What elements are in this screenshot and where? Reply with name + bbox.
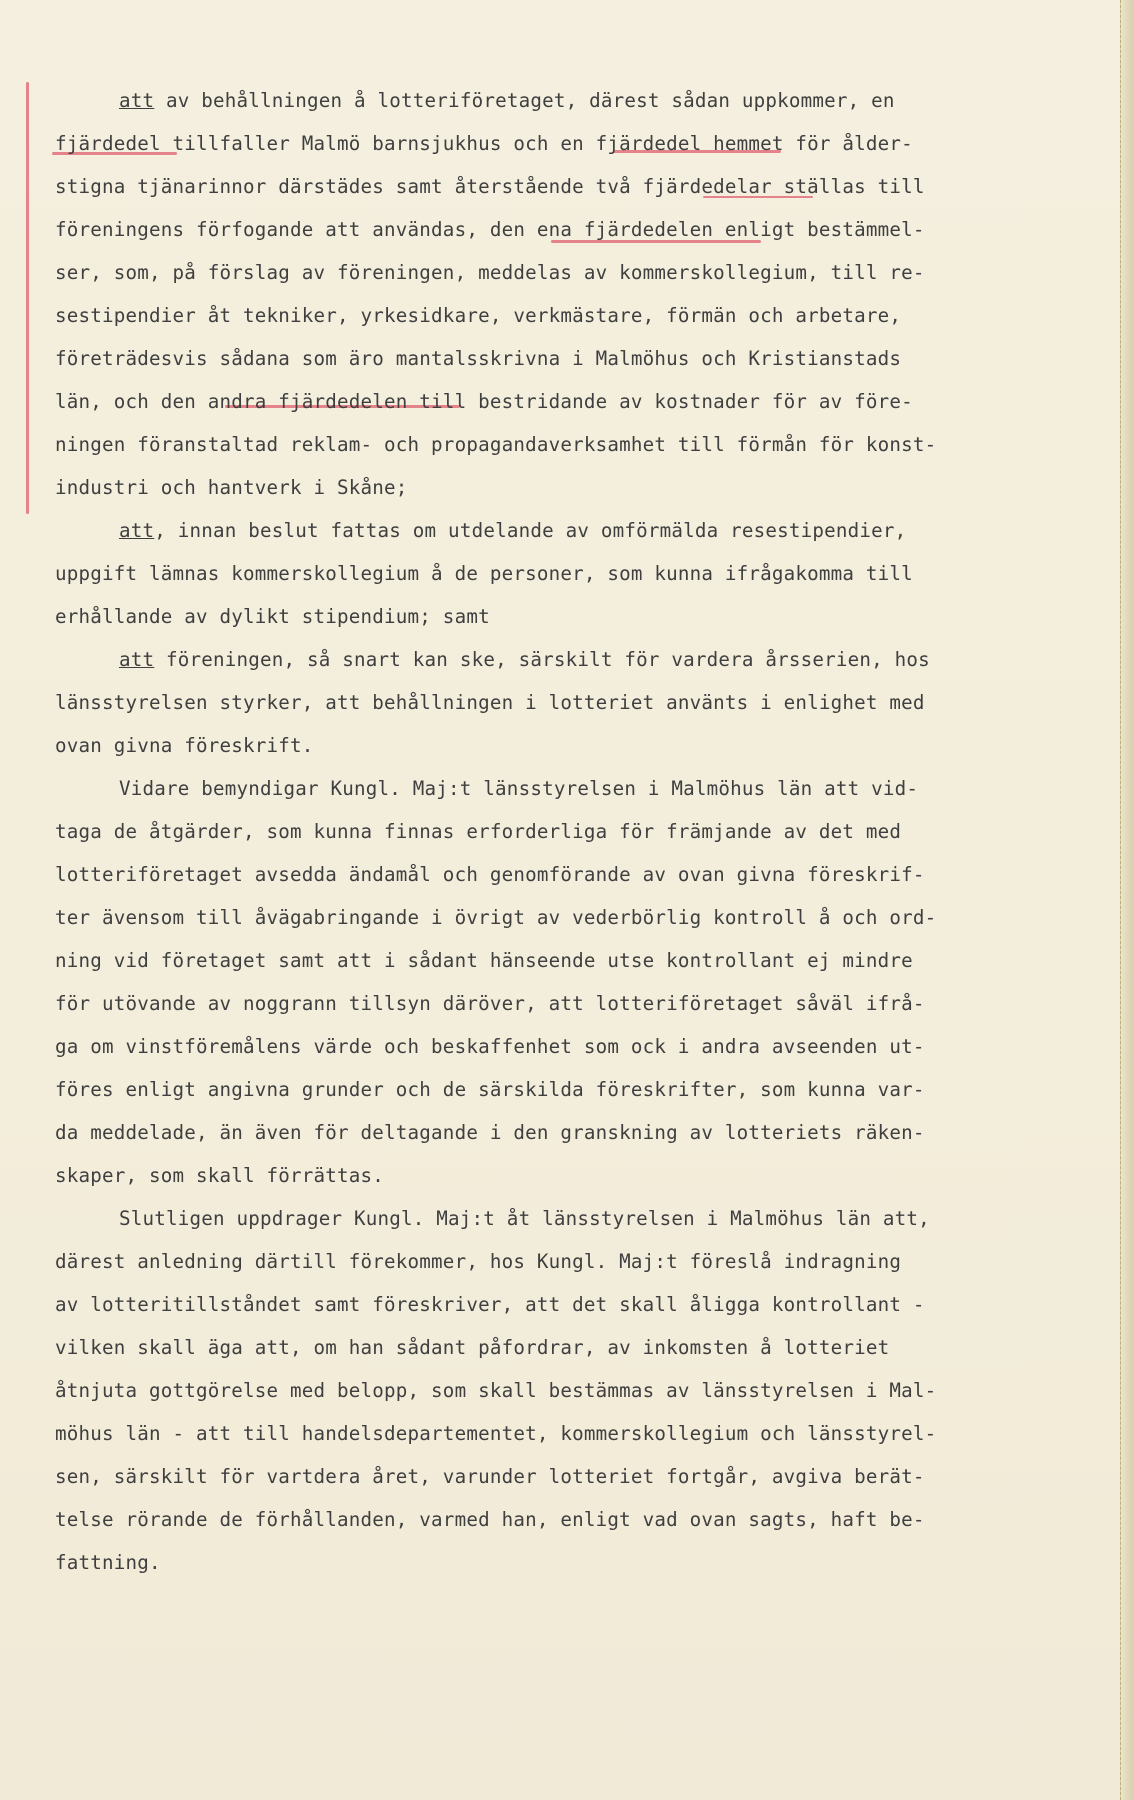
line-text: län, och den andra fjärdedelen till bestridande av kostnader för av före- <box>55 390 913 413</box>
line-text: Vidare bemyndigar Kungl. Maj:t länsstyrelsen i Malmöhus län att vid- <box>119 777 919 800</box>
line-text: ningen föranstaltad reklam- och propagandaverksamhet till förmån för konst- <box>55 433 937 456</box>
line-text: möhus län - att till handelsdepartementet, kommerskollegium och länsstyrel- <box>55 1422 937 1445</box>
text-line <box>55 1498 1030 1541</box>
line-text: fjärdedel tillfaller Malmö barnsjukhus och en fjärdedel hemmet för ålder- <box>55 132 913 155</box>
text-line <box>55 767 1030 810</box>
text-line <box>55 982 1030 1025</box>
line-text: föreningen, så snart kan ske, särskilt för vardera årsserien, hos <box>154 648 930 671</box>
text-line <box>55 1068 1030 1111</box>
line-text: uppgift lämnas kommerskollegium å de personer, som kunna ifrågakomma till <box>55 562 913 585</box>
line-text: industri och hantverk i Skåne; <box>55 476 408 499</box>
text-line <box>55 1369 1030 1412</box>
line-text: därest anledning därtill förekommer, hos Kungl. Maj:t föreslå indragning <box>55 1250 902 1273</box>
line-text: länsstyrelsen styrker, att behållningen i lotteriet använts i enlighet med <box>55 691 925 714</box>
line-text: da meddelade, än även för deltagande i den granskning av lotteriets räken- <box>55 1121 925 1144</box>
text-line <box>55 1541 1030 1584</box>
text-line <box>55 939 1030 982</box>
text-line <box>55 1154 1030 1197</box>
line-text: för utövande av noggrann tillsyn däröver, att lotteriföretaget såväl ifrå- <box>55 992 925 1015</box>
text-line <box>55 466 1030 509</box>
line-text: av behållningen å lotteriföretaget, därest sådan uppkommer, en <box>154 89 895 112</box>
text-line <box>55 1197 1030 1240</box>
margin-annotation-line <box>26 82 29 514</box>
line-text: lotteriföretaget avsedda ändamål och genomförande av ovan givna föreskrif- <box>55 863 925 886</box>
text-line <box>55 208 1030 251</box>
line-text: ter ävensom till åvägabringande i övrigt av vederbörlig kontroll å och ord- <box>55 906 937 929</box>
document-body <box>55 79 1030 1584</box>
text-line <box>55 165 1030 208</box>
line-text: skaper, som skall förrättas. <box>55 1164 385 1187</box>
text-line <box>55 638 1030 681</box>
line-text: stigna tjänarinnor därstädes samt återstående två fjärdedelar ställas till <box>55 175 925 198</box>
text-line <box>55 810 1030 853</box>
text-line <box>55 724 1030 767</box>
text-line <box>55 552 1030 595</box>
line-text: fattning. <box>55 1551 161 1574</box>
text-line <box>55 1240 1030 1283</box>
line-text: föreningens förfogande att användas, den ena fjärdedelen enligt bestämmel- <box>55 218 925 241</box>
underlined-word: att <box>119 648 155 671</box>
line-text: företrädesvis sådana som äro mantalsskrivna i Malmöhus och Kristianstads <box>55 347 902 370</box>
text-line <box>55 896 1030 939</box>
line-text: vilken skall äga att, om han sådant påfordrar, av inkomsten å lotteriet <box>55 1336 890 1359</box>
text-line <box>55 251 1030 294</box>
line-text: , innan beslut fattas om utdelande av omförmälda resestipendier, <box>154 519 907 542</box>
text-line <box>55 1025 1030 1068</box>
underlined-word: att <box>119 89 155 112</box>
text-line <box>55 294 1030 337</box>
line-text: av lotteritillståndet samt föreskriver, att det skall åligga kontrollant - <box>55 1293 925 1316</box>
line-text: ga om vinstföremålens värde och beskaffenhet som ock i andra avseenden ut- <box>55 1035 925 1058</box>
text-line <box>55 1455 1030 1498</box>
line-text: ning vid företaget samt att i sådant hänseende utse kontrollant ej mindre <box>55 949 913 972</box>
paper-edge <box>1120 0 1133 1800</box>
text-line <box>55 1326 1030 1369</box>
text-line <box>55 681 1030 724</box>
text-line <box>55 423 1030 466</box>
underlined-word: att <box>119 519 155 542</box>
text-line <box>55 337 1030 380</box>
line-text: telse rörande de förhållanden, varmed han, enligt vad ovan sagts, haft be- <box>55 1508 925 1531</box>
line-text: föres enligt angivna grunder och de särskilda föreskrifter, som kunna var- <box>55 1078 925 1101</box>
text-line <box>55 122 1030 165</box>
text-line <box>55 1111 1030 1154</box>
text-line <box>55 380 1030 423</box>
text-line <box>55 595 1030 638</box>
text-line <box>55 1412 1030 1455</box>
line-text: ser, som, på förslag av föreningen, meddelas av kommerskollegium, till re- <box>55 261 925 284</box>
line-text: åtnjuta gottgörelse med belopp, som skall bestämmas av länsstyrelsen i Mal- <box>55 1379 937 1402</box>
text-line <box>55 79 1030 122</box>
line-text: ovan givna föreskrift. <box>55 734 314 757</box>
line-text: sen, särskilt för vartdera året, varunder lotteriet fortgår, avgiva berät- <box>55 1465 925 1488</box>
text-line <box>55 853 1030 896</box>
line-text: taga de åtgärder, som kunna finnas erforderliga för främjande av det med <box>55 820 902 843</box>
line-text: erhållande av dylikt stipendium; samt <box>55 605 490 628</box>
line-text: sestipendier åt tekniker, yrkesidkare, verkmästare, förmän och arbetare, <box>55 304 902 327</box>
text-line <box>55 1283 1030 1326</box>
line-text: Slutligen uppdrager Kungl. Maj:t åt länsstyrelsen i Malmöhus län att, <box>119 1207 930 1230</box>
text-line <box>55 509 1030 552</box>
